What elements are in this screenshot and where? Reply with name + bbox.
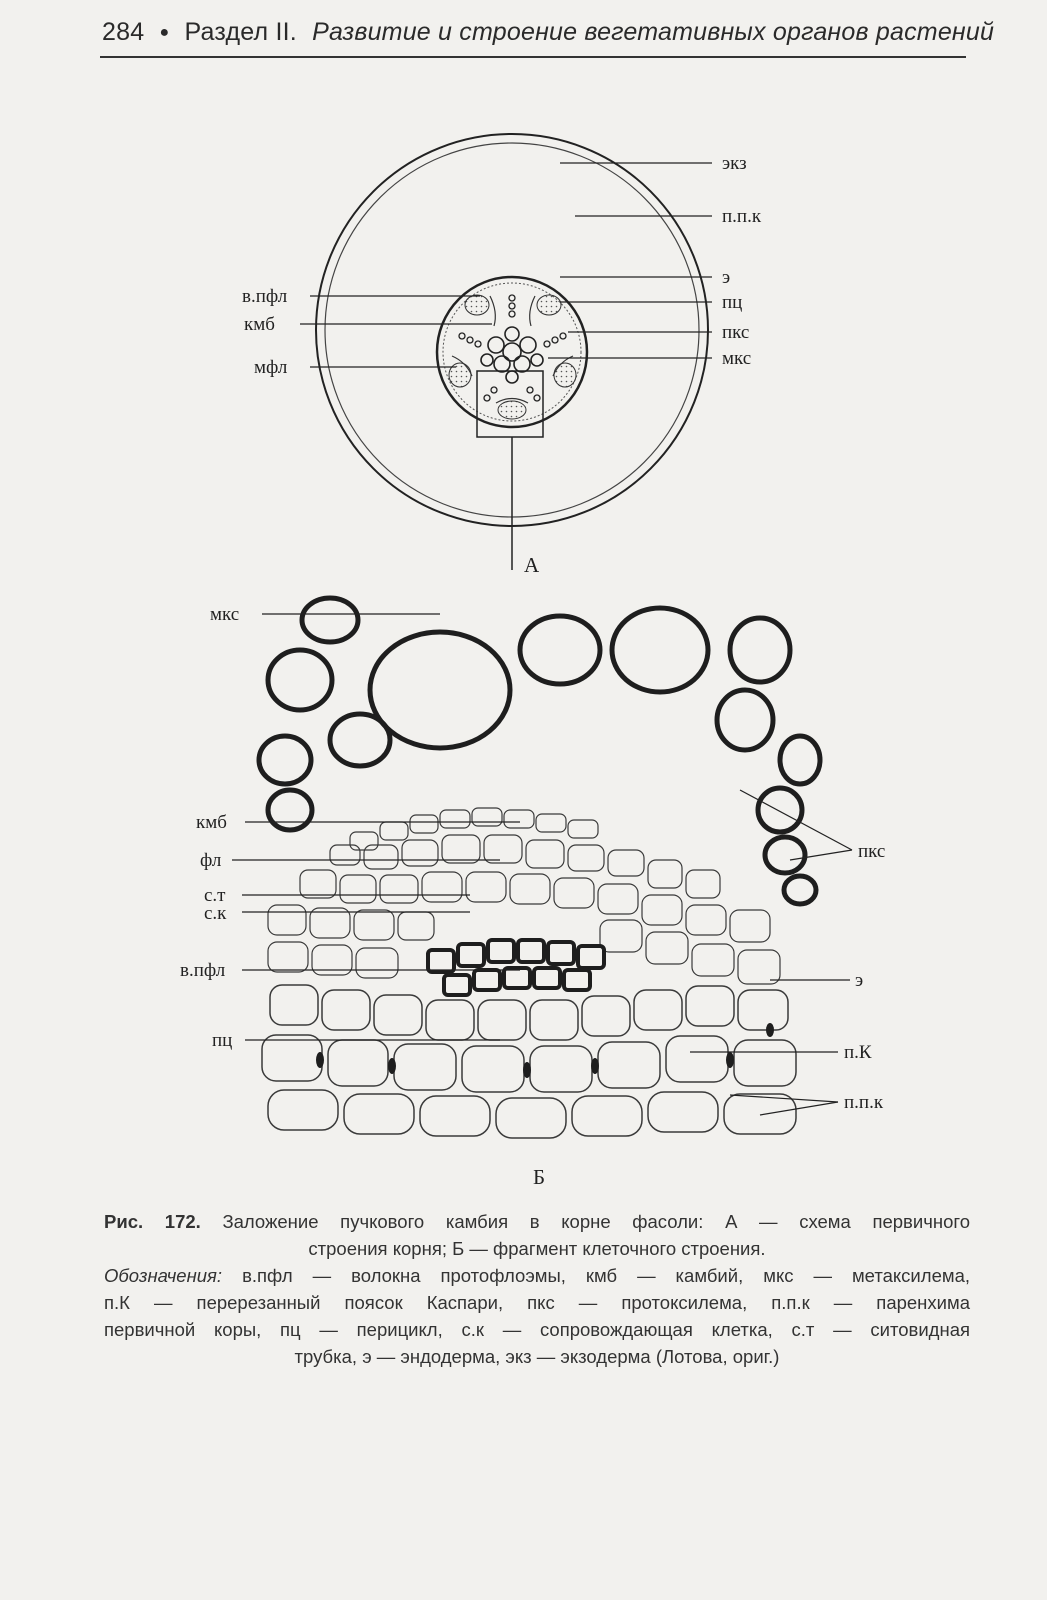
label-a-mks: мкс [722, 348, 752, 369]
label-b-kmb: кмб [196, 812, 227, 833]
metaxylem-vessels [481, 327, 543, 383]
panel-a-diagram [242, 134, 762, 577]
label-b-e: э [855, 970, 864, 991]
section-title: Развитие и строение вегетативных органов растений [312, 18, 995, 46]
label-b-vpfl: в.пфл [180, 960, 226, 981]
label-a-vpfl: в.пфл [242, 286, 288, 307]
phloem-patches [449, 295, 576, 419]
label-b-pc: пц [212, 1030, 233, 1051]
label-a-e: э [722, 267, 731, 288]
notes-line-4: трубка, э — эндодерма, экз — экзодерма (Лотова, ориг.) [294, 1346, 780, 1367]
notes-text-1: в.пфл — волокна протофлоэмы, кмб — камбий, мкс — метаксилема, [242, 1265, 971, 1286]
notes-label: Обозначения: [104, 1265, 223, 1286]
caption-line-1 [104, 1208, 970, 1235]
label-b-pks: пкс [858, 841, 886, 862]
caption-line-2: строения корня; Б — фрагмент клеточного строения. [308, 1238, 766, 1259]
section-label: Раздел II. [184, 18, 297, 46]
label-b-mks: мкс [210, 604, 240, 625]
label-b-ppk: п.п.к [844, 1092, 884, 1113]
label-a-mfl: мфл [254, 357, 288, 378]
notes-line-3: первичной коры, пц — перицикл, с.к — сопровождающая клетка, с.т — ситовидная [104, 1319, 970, 1340]
page-number: 284 [102, 18, 145, 46]
bullet-icon: ● [159, 24, 170, 41]
notes-line-1 [104, 1262, 970, 1289]
figure-number: Рис. 172. [104, 1211, 201, 1232]
panel-b-letter: Б [533, 1165, 546, 1189]
notes-line-2: п.К — перерезанный поясок Каспари, пкс — протоксилема, п.п.к — паренхима [104, 1292, 970, 1313]
panel-b-diagram [180, 594, 885, 1189]
label-b-fl: фл [200, 850, 222, 871]
figure-caption [104, 1208, 970, 1370]
label-b-st: с.т [204, 885, 226, 906]
label-b-sk: с.к [204, 903, 227, 924]
label-b-pK: п.К [844, 1042, 872, 1063]
label-a-ekz: экз [722, 153, 747, 174]
label-a-pc: пц [722, 292, 743, 313]
caption-text-1: Заложение пучкового камбия в корне фасоли: А — схема первичного [222, 1211, 970, 1232]
label-a-ppk: п.п.к [722, 206, 762, 227]
panel-a-letter: А [524, 553, 540, 577]
label-a-pks: пкс [722, 322, 750, 343]
label-a-kmb: кмб [244, 314, 275, 335]
